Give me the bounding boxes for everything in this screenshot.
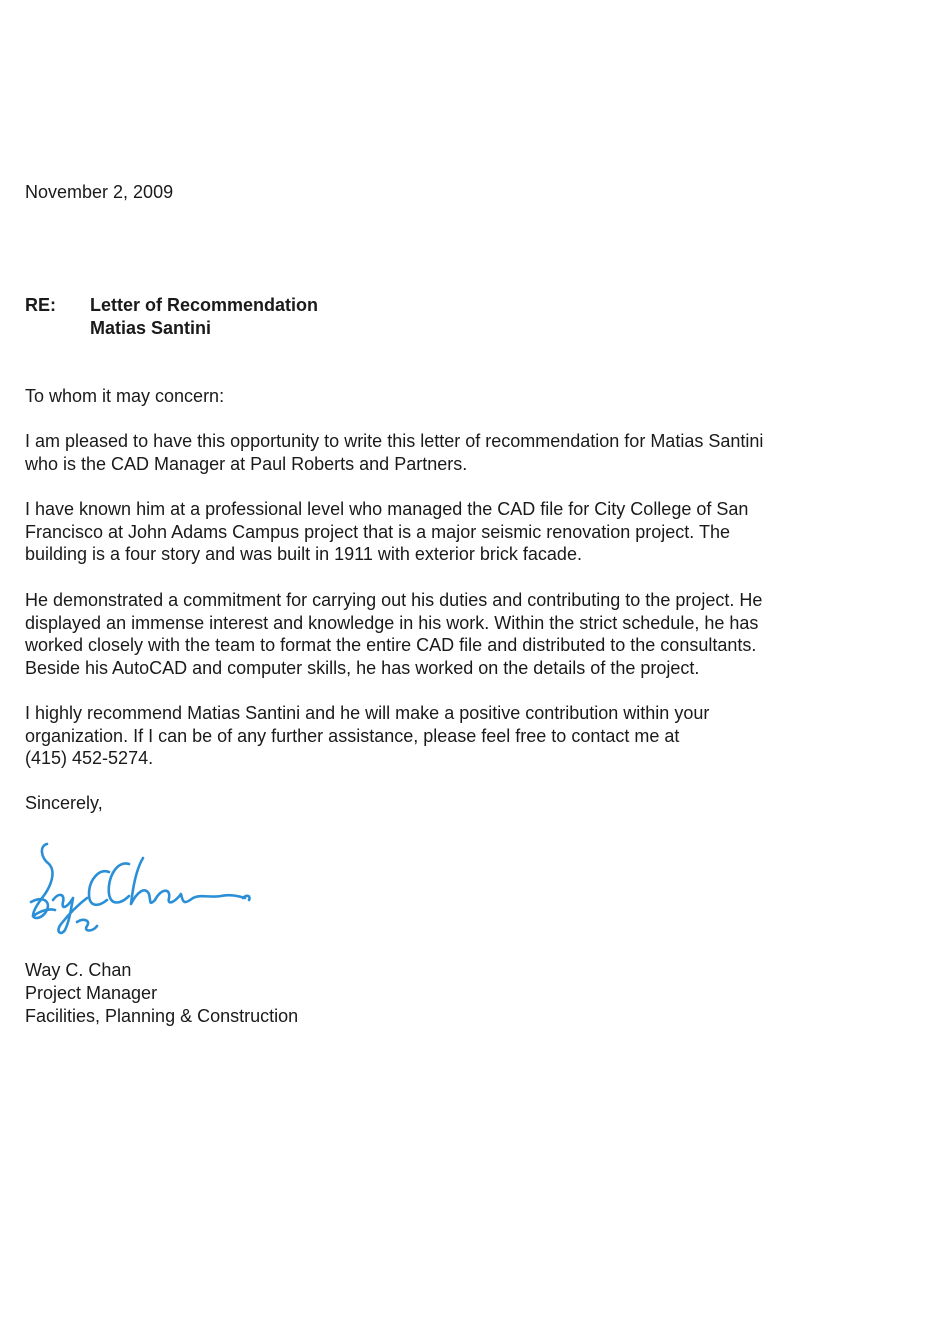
paragraph-line: Beside his AutoCAD and computer skills, he has worked on the details of the project. [25,657,700,678]
closing: Sincerely, [25,793,103,813]
handwritten-signature-icon [25,838,255,938]
paragraph-2 [25,498,748,566]
signer-title: Project Manager [25,983,158,1003]
paragraph-line: who is the CAD Manager at Paul Roberts and Partners. [25,453,468,474]
signature-strokes [31,844,250,933]
re-label: RE: [25,295,56,315]
paragraph-4 [25,702,709,770]
salutation: To whom it may concern: [25,386,225,406]
signer-department: Facilities, Planning & Construction [25,1006,299,1026]
signer-name: Way C. Chan [25,960,132,980]
paragraph-1 [25,430,763,475]
re-name: Matias Santini [90,317,212,338]
paragraph-line: I highly recommend Matias Santini and he will make a positive contribution within your [25,703,710,723]
letter-date: November 2, 2009 [25,182,174,202]
paragraph-line: I am pleased to have this opportunity to write this letter of recommendation for Matias Santini [25,431,764,451]
re-subject: Letter of Recommendation [90,295,319,315]
paragraph-line: worked closely with the team to format the entire CAD file and distributed to the consultants. [25,635,757,656]
paragraph-line: He demonstrated a commitment for carrying out his duties and contributing to the project. He [25,590,763,610]
paragraph-line: I have known him at a professional level who managed the CAD file for City College of San [25,499,749,519]
paragraph-line: (415) 452-5274. [25,748,154,769]
paragraph-line: organization. If I can be of any further assistance, please feel free to contact me at [25,725,680,746]
paragraph-line: displayed an immense interest and knowledge in his work. Within the strict schedule, he has [25,612,759,633]
paragraph-line: building is a four story and was built in 1911 with exterior brick facade. [25,544,582,565]
paragraph-line: Francisco at John Adams Campus project that is a major seismic renovation project. The [25,521,730,542]
paragraph-3 [25,589,762,679]
re-lines [90,294,318,339]
